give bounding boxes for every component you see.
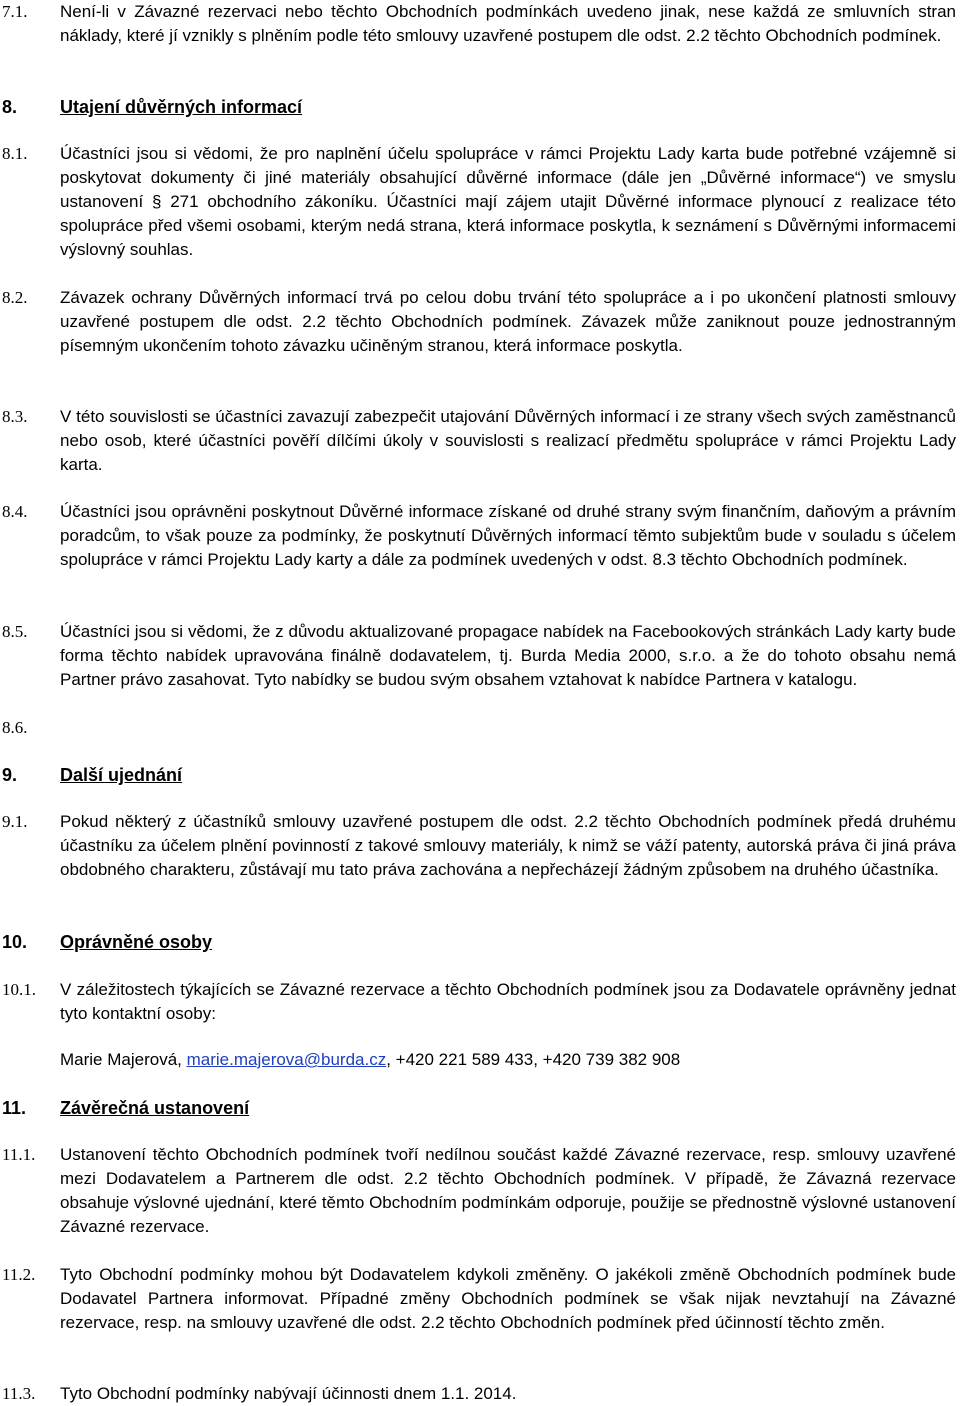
- section-heading-9: [2, 763, 182, 787]
- clause-text: Pokud některý z účastníků smlouvy uzavřené postupem dle odst. 2.2 těchto Obchodních podmínek předá druhému účastníku za účelem plnění povinností z takové smlouvy materiály, k nimž se váží patenty, autorská práva či jiná práva obdobného charakteru, zůstávají mu tato práva zachována a nepřecházejí žádným způsobem na druhého účastníka.: [60, 812, 956, 879]
- clause-text: Účastníci jsou si vědomi, že z důvodu aktualizované propagace nabídek na Facebookových stránkách Lady karty bude forma těchto nabídek upravována finálně dodavatelem, tj. Burda Media 2000, s.r.o. a že do tohoto obsahu nemá Partner právo zasahovat. Tyto nabídky se budou svým obsahem vztahovat k nabídce Partnera v katalogu.: [60, 622, 956, 689]
- clause-number: 11.1.: [2, 1145, 36, 1164]
- section-number: 10.: [2, 932, 28, 952]
- clause-text: Účastníci jsou oprávněni poskytnout Důvěrné informace získané od druhé strany svým finančním, daňovým a právním poradcům, to však pouze za podmínky, že poskytnutí Důvěrných informací těmto subjektům bude v souladu s účelem spolupráce v rámci Projektu Lady karty a dále za podmínek uvedených v odst. 8.3 těchto Obchodních podmínek.: [60, 502, 956, 569]
- clause-text: Závazek ochrany Důvěrných informací trvá po celou dobu trvání této spolupráce a i po ukončení platnosti smlouvy uzavřené postupem dle odst. 2.2 těchto Obchodních podmínek. Závazek může zaniknout pouze jednostranným písemným ukončením tohoto závazku učiněným stranou, která informace poskytla.: [60, 288, 956, 355]
- clause-number: 8.3.: [2, 407, 28, 426]
- contact-name: Marie Majerová,: [60, 1050, 187, 1069]
- clause-number: 8.5.: [2, 622, 28, 641]
- section-number: 8.: [2, 97, 18, 117]
- clause-number: 8.1.: [2, 144, 28, 163]
- section-heading-11: [2, 1096, 249, 1120]
- section-number: 11.: [2, 1098, 27, 1118]
- clause-number: 8.6.: [2, 718, 28, 737]
- clause-text: Účastníci jsou si vědomi, že pro naplnění účelu spolupráce v rámci Projektu Lady karta bude potřebné vzájemně si poskytovat dokumenty či jiné materiály obsahující důvěrné informace (dále jen „Důvěrné informace“) ve smyslu ustanovení § 271 obchodního zákoníku. Účastníci mají zájem utajit Důvěrné informace plynoucí z realizace této spolupráce před všemi osobami, kterým nedá strana, která informace poskytla, k seznámení s Důvěrnými informacemi výslovný souhlas.: [60, 144, 956, 259]
- clause-text: Tyto Obchodní podmínky mohou být Dodavatelem kdykoli změněny. O jakékoli změně Obchodních podmínek bude Dodavatel Partnera informovat. Případné změny Obchodních podmínek se však nijak nevztahují na Závazné rezervace, resp. na smlouvy uzavřené dle odst. 2.2 těchto Obchodních podmínek před účinností těchto změn.: [60, 1265, 956, 1332]
- clause-text: Není-li v Závazné rezervaci nebo těchto Obchodních podmínkách uvedeno jinak, nese každá ze smluvních stran náklady, které jí vznikly s plněním podle této smlouvy uzavřené postupem dle odst. 2.2 těchto Obchodních podmínek.: [60, 2, 956, 45]
- section-title: Další ujednání: [60, 765, 183, 785]
- clause-number: 9.1.: [2, 812, 28, 831]
- clause-number: 11.3.: [2, 1384, 36, 1403]
- clause-number: 8.2.: [2, 288, 28, 307]
- clause-number: 7.1.: [2, 2, 28, 21]
- clause-number: 11.2.: [2, 1265, 36, 1284]
- contact-email-link[interactable]: marie.majerova@burda.cz: [186, 1050, 387, 1069]
- section-title: Oprávněné osoby: [60, 932, 213, 952]
- clause-number: 10.1.: [2, 980, 36, 999]
- clause-text: V této souvislosti se účastníci zavazují zabezpečit utajování Důvěrných informací i ze strany všech svých zaměstnanců nebo osob, které účastníci pověří dílčími úkoly v souvislosti s realizací předmětu spolupráce v rámci Projektu Lady karta.: [60, 407, 956, 474]
- section-heading-8: [2, 95, 302, 119]
- clause-number: 8.4.: [2, 502, 28, 521]
- contact-phones: , +420 221 589 433, +420 739 382 908: [386, 1050, 681, 1069]
- section-heading-10: [2, 930, 212, 954]
- section-number: 9.: [2, 765, 18, 785]
- clause-text: V záležitostech týkajících se Závazné rezervace a těchto Obchodních podmínek jsou za Dodavatele oprávněny jednat tyto kontaktní osoby:: [60, 980, 956, 1023]
- section-title: Utajení důvěrných informací: [60, 97, 303, 117]
- section-title: Závěrečná ustanovení: [60, 1098, 250, 1118]
- clause-text: Tyto Obchodní podmínky nabývají účinnosti dnem 1.1. 2014.: [60, 1384, 517, 1403]
- clause-text: Ustanovení těchto Obchodních podmínek tvoří nedílnou součást každé Závazné rezervace, resp. smlouvy uzavřené mezi Dodavatelem a Partnerem dle odst. 2.2 těchto Obchodních podmínek. V případě, že Závazná rezervace obsahuje výslovné ujednání, které těmto Obchodním podmínkám odporuje, použije se přednostně výslovné ustanovení Závazné rezervace.: [60, 1145, 956, 1236]
